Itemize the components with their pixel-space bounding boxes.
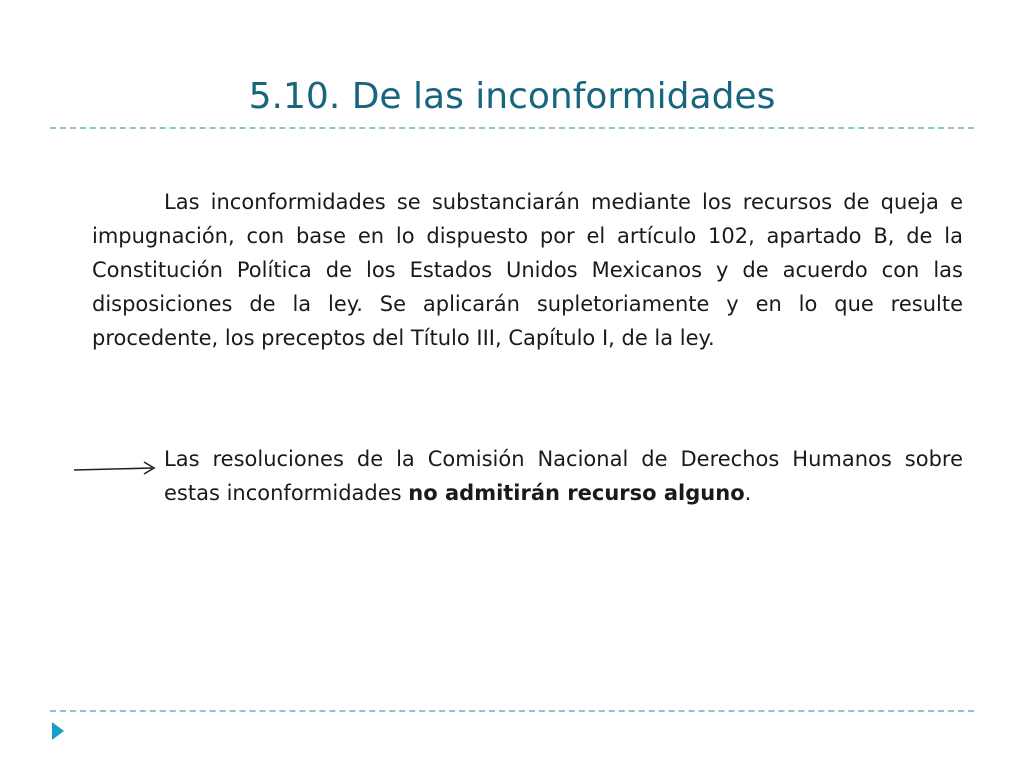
- paragraph-resoluciones-text: Las resoluciones de la Comisión Nacional de Derechos Humanos sobre estas inconformidades: [164, 447, 963, 505]
- paragraph-resoluciones-end: .: [744, 481, 752, 505]
- paragraph-resoluciones-emphasis: no admitirán recurso alguno: [408, 481, 745, 505]
- top-divider: [50, 127, 974, 129]
- bottom-divider: [50, 710, 974, 712]
- play-triangle-icon: [51, 721, 65, 741]
- paragraph-resoluciones: [164, 442, 963, 510]
- right-arrow-icon: [72, 458, 160, 478]
- paragraph-inconformidades: Las inconformidades se substanciarán mediante los recursos de queja e impugnación, con base en lo dispuesto por el artículo 102, apartado B, de la Constitución Política de los Estados Unidos Mexicanos y de acuerdo con las disposiciones de la ley. Se aplicarán supletoriamente y en lo que resulte procedente, los preceptos del Título III, Capítulo I, de la ley.: [92, 190, 963, 350]
- slide-title: 5.10. De las inconformidades: [248, 76, 776, 117]
